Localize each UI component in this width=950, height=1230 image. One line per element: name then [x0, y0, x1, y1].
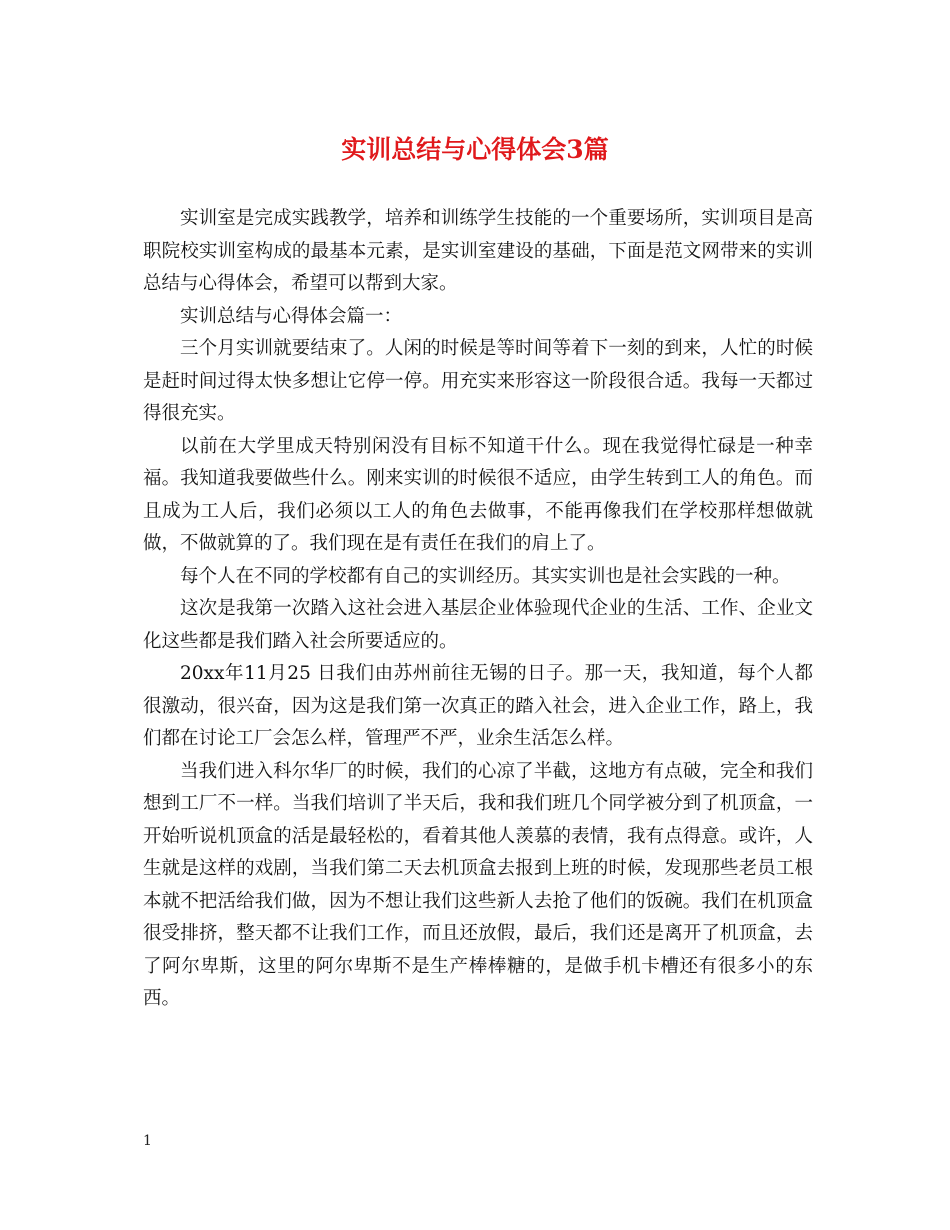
section-heading: 实训总结与心得体会篇一：	[180, 305, 403, 327]
paragraph: 三个月实训就要结束了。人闲的时候是等时间等着下一刻的到来，人忙的时候是赶时间过得太快多想让它停一停。用充实来形容这一阶段很合适。我每一天都过得很充实。	[143, 338, 813, 424]
paragraph: 以前在大学里成天特别闲没有目标不知道干什么。现在我觉得忙碌是一种幸福。我知道我要做些什么。刚来实训的时候很不适应，由学生转到工人的角色。而且成为工人后，我们必须以工人的角色去做事，不能再像我们在学校那样想做就做，不做就算的了。我们现在是有责任在我们的肩上了。	[143, 435, 813, 554]
paragraph: 这次是我第一次踏入这社会进入基层企业体验现代企业的生活、工作、企业文化这些都是我们踏入社会所要适应的。	[143, 598, 813, 652]
paragraph: 每个人在不同的学校都有自己的实训经历。其实实训也是社会实践的一种。	[180, 565, 791, 587]
document-title: 实训总结与心得体会3篇	[341, 135, 609, 164]
paragraph-intro: 实训室是完成实践教学，培养和训练学生技能的一个重要场所，实训项目是高职院校实训室构成的最基本元素，是实训室建设的基础，下面是范文网带来的实训总结与心得体会，希望可以帮到大家。	[143, 208, 813, 294]
paragraph: 当我们进入科尔华厂的时候，我们的心凉了半截，这地方有点破，完全和我们想到工厂不一样。当我们培训了半天后，我和我们班几个同学被分到了机顶盒，一开始听说机顶盒的活是最轻松的，看着其他人羡慕的表情，我有点得意。或许，人生就是这样的戏剧，当我们第二天去机顶盒去报到上班的时候，发现那些老员工根本就不把活给我们做，因为不想让我们这些新人去抢了他们的饭碗。我们在机顶盒很受排挤，整天都不让我们工作，而且还放假，最后，我们还是离开了机顶盒，去了阿尔卑斯，这里的阿尔卑斯不是生产棒棒糖的，是做手机卡槽还有很多小的东西。	[143, 760, 813, 1009]
document-body	[143, 203, 813, 1016]
page-number: 1	[143, 1133, 152, 1149]
paragraph: 20xx年11月25 日我们由苏州前往无锡的日子。那一天，我知道，每个人都很激动，很兴奋，因为这是我们第一次真正的踏入社会，进入企业工作，路上，我们都在讨论工厂会怎么样，管理严不严，业余生活怎么样。	[143, 663, 813, 749]
